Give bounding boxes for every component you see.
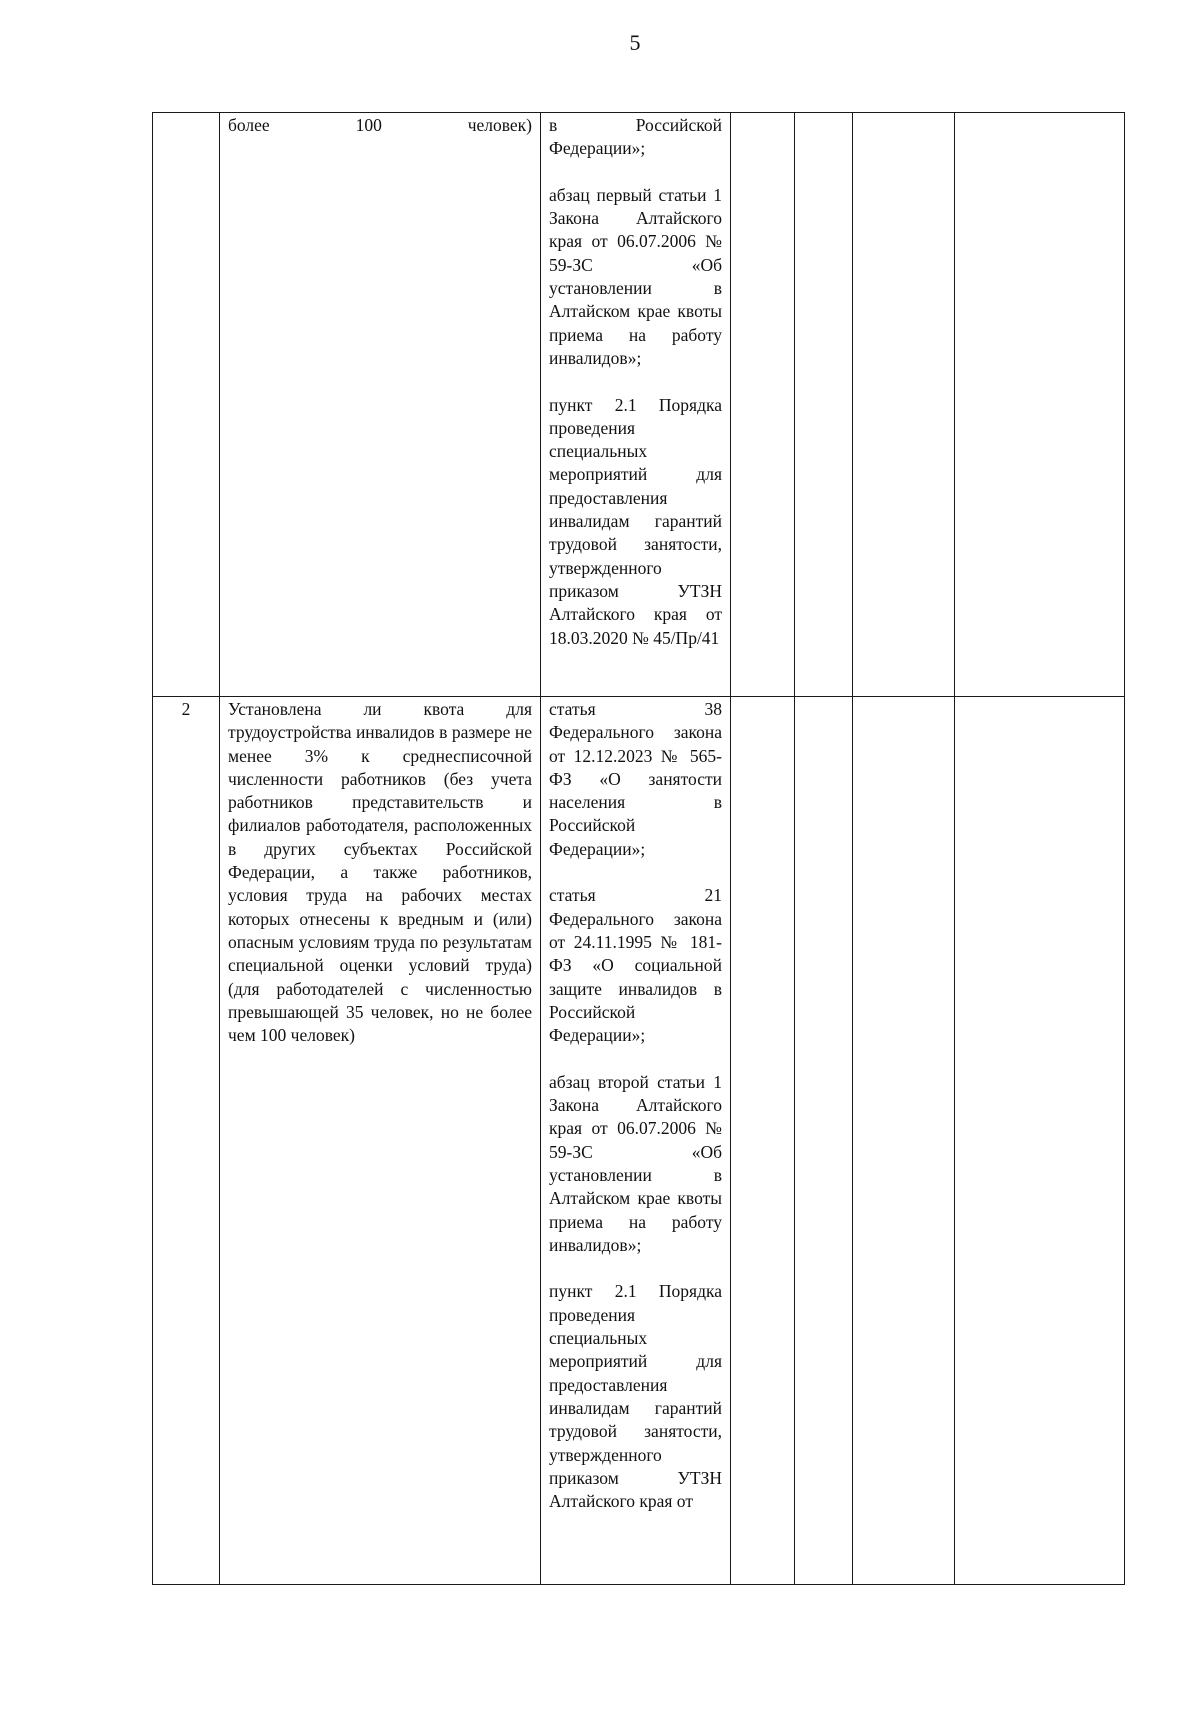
requirement-paragraph: абзац первый статьи 1 Закона Алтайского края от 06.07.2006 № 59-ЗС «Об установлении в Алтайском крае квоты приема на работу инвалидов»; [549,184,722,368]
answer-not-applicable-cell [853,113,955,697]
row-number-cell: 2 [153,697,220,1585]
checklist-table [152,112,1125,1585]
answer-not-applicable-cell [853,697,955,1585]
table-row [153,697,1125,1585]
answer-yes-cell [731,113,795,697]
answer-no-cell [795,113,853,697]
requirement-paragraph: в Российской Федерации»; [549,115,722,159]
page-number: 5 [629,30,641,55]
requirement-paragraph: пункт 2.1 Порядка проведения специальных мероприятий для предоставления инвалидам гарантий трудовой занятости, утвержденного приказом УТЗН Алтайского края от 18.03.2020 № 45/Пр/41 [549,394,722,648]
requirement-paragraph: статья 21 Федерального закона от 24.11.1995 № 181-ФЗ «О социальной защите инвалидов в Российской Федерации»; [549,885,722,1046]
requirements-cell [541,697,731,1585]
question-text: Установлена ли квота для трудоустройства инвалидов в размере не менее 3% к среднесписочной численности работников (без учета работников представительств и филиалов работодателя, расположенных в других субъектах Российской Федерации, а также работников, условия труда на рабочих местах которых отнесены к вредным и (или) опасным условиям труда по результатам специальной оценки условий труда) (для работодателей с численностью превышающей 35 человек, но не более чем 100 человек) [228,699,532,1046]
requirement-paragraph: абзац второй статьи 1 Закона Алтайского края от 06.07.2006 № 59-ЗС «Об установлении в Алтайском крае квоты приема на работу инвалидов»; [549,1071,722,1255]
question-cell [220,697,541,1585]
table-row [153,113,1125,697]
question-cell [220,113,541,697]
requirement-paragraph: пункт 2.1 Порядка проведения специальных мероприятий для предоставления инвалидам гарантий трудовой занятости, утвержденного приказом УТЗН Алтайского края от [549,1281,722,1512]
notes-cell [955,697,1125,1585]
row-number-cell [153,113,220,697]
requirement-paragraph: статья 38 Федерального закона от 12.12.2023 № 565-ФЗ «О занятости населения в Российской Федерации»; [549,699,722,859]
notes-cell [955,113,1125,697]
answer-no-cell [795,697,853,1585]
answer-yes-cell [731,697,795,1585]
question-text: более 100 человек) [228,115,532,135]
requirements-cell [541,113,731,697]
